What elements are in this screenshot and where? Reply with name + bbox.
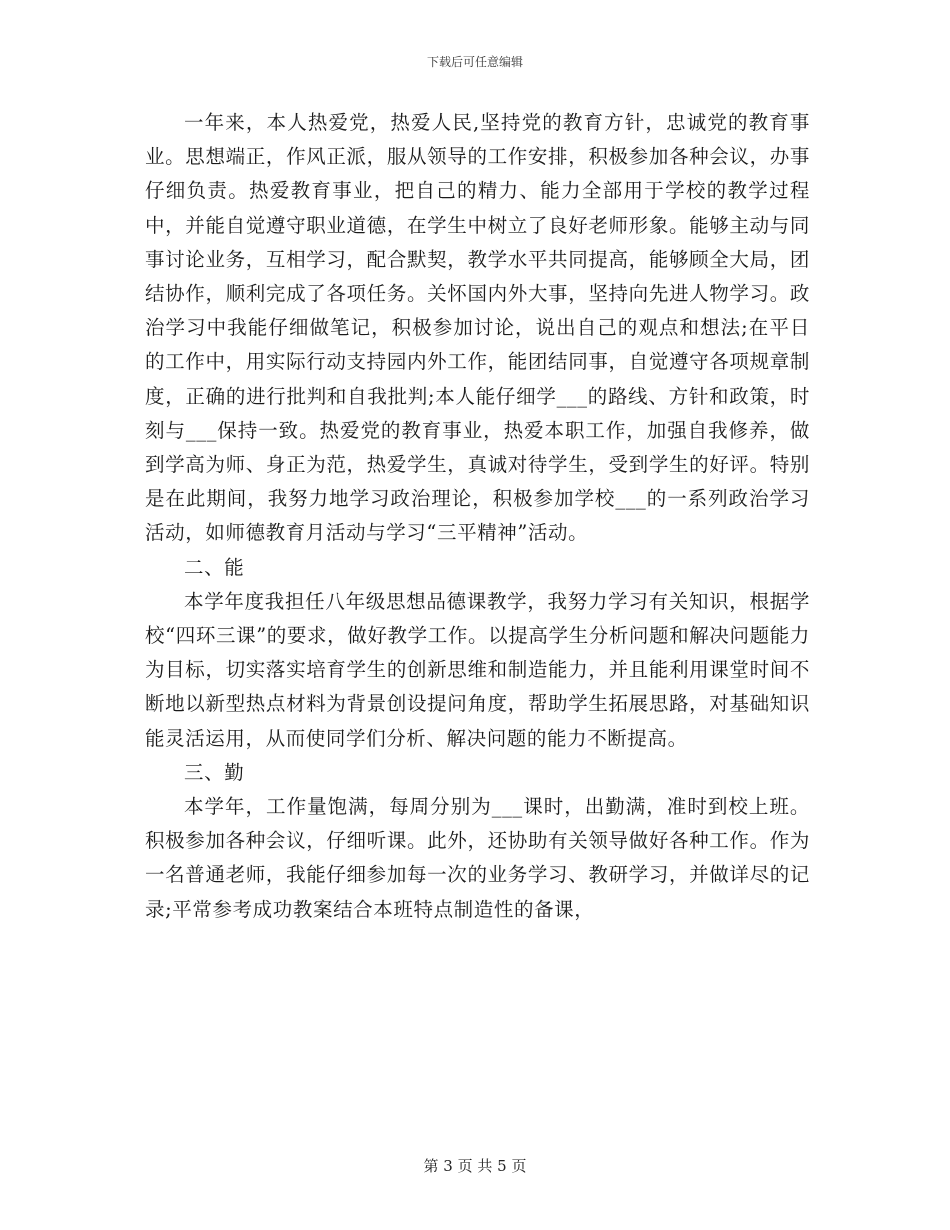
paragraph-ability: 本学年度我担任八年级思想品德课教学，我努力学习有关知识，根据学校“四环三课”的要求，做好教学工作。以提高学生分析问题和解决问题能力为目标，切实落实培育学生的创新思维和制造能力，并且能利用课堂时间不断地以新型热点材料为背景创设提问角度，帮助学生拓展思路，对基础知识能灵活运用，从而使同学们分析、解决问题的能力不断提高。 [145,589,810,750]
paragraph-intro: 一年来，本人热爱党，热爱人民,坚持党的教育方针，忠诚党的教育事业。思想端正，作风正派，服从领导的工作安排，积极参加各种会议，办事仔细负责。热爱教育事业，把自己的精力、能力全部用于学校的教学过程中，并能自觉遵守职业道德，在学生中树立了良好老师形象。能够主动与同事讨论业务，互相学习，配合默契，教学水平共同提高，能够顾全大局，团结协作，顺利完成了各项任务。关怀国内外大事，坚持向先进人物学习。政治学习中我能仔细做笔记，积极参加讨论，说出自己的观点和想法;在平日的工作中，用实际行动支持园内外工作，能团结同事，自觉遵守各项规章制度，正确的进行批判和自我批判;本人能仔细学___的路线、方针和政策，时刻与___保持一致。热爱党的教育事业，热爱本职工作，加强自我修养，做到学高为师、身正为范，热爱学生，真诚对待学生，受到学生的好评。特别是在此期间，我努力地学习政治理论，积极参加学校___的一系列政治学习活动，如师德教育月活动与学习“三平精神”活动。 [145,111,810,545]
paragraph-diligence: 本学年，工作量饱满，每周分别为___课时，出勤满，准时到校上班。积极参加各种会议，仔细听课。此外，还协助有关领导做好各种工作。作为一名普通老师，我能仔细参加每一次的业务学习、教研学习，并做详尽的记录;平常参考成功教案结合本班特点制造性的备课， [145,795,810,921]
page-footer: 第 3 页 共 5 页 [423,1157,527,1175]
document-body [145,106,810,927]
section-heading-diligence: 三、勤 [184,760,245,784]
page-header: 下载后可任意编辑 [426,55,523,69]
section-heading-ability: 二、能 [184,555,245,579]
